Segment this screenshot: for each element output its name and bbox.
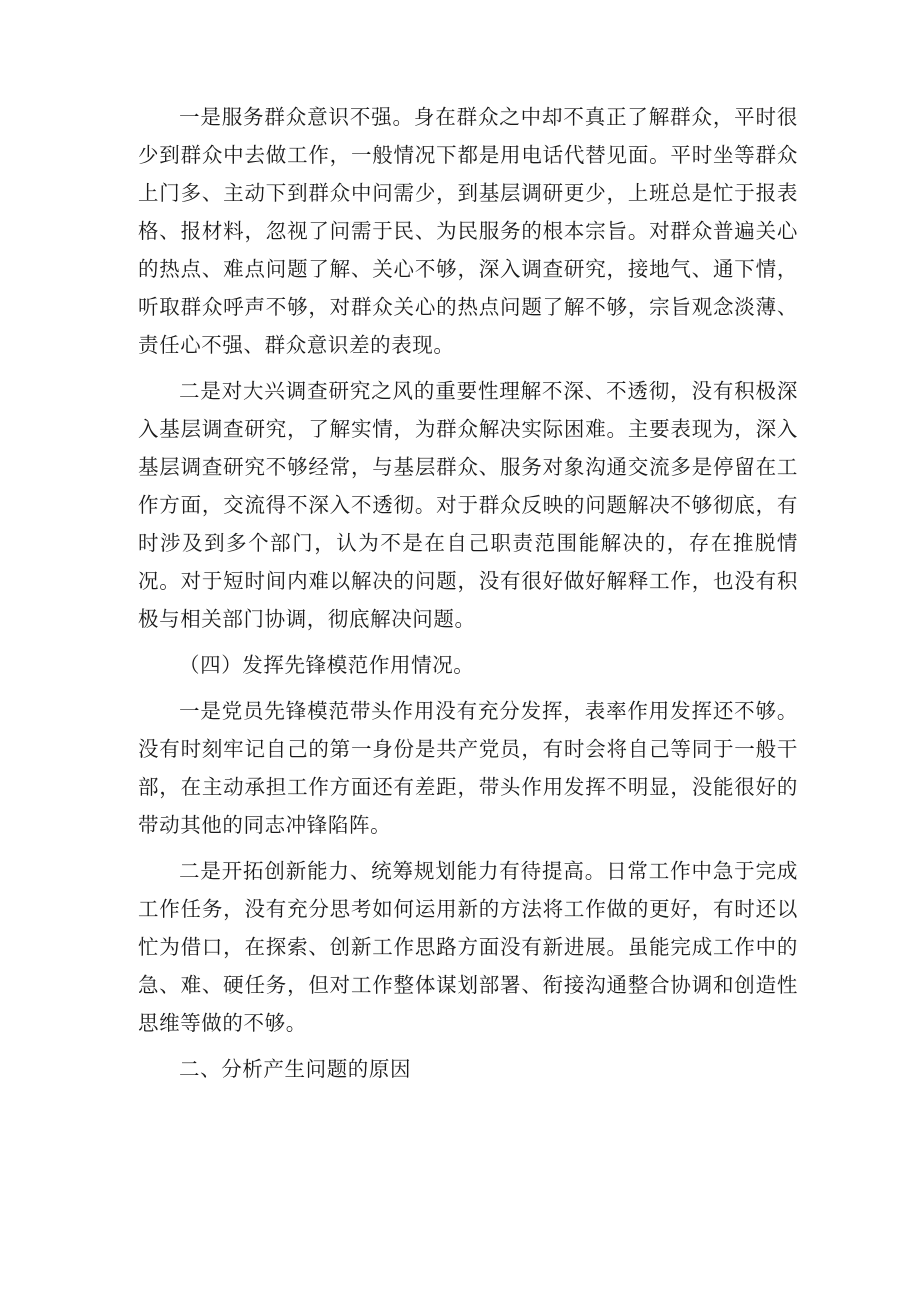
section-heading-cause-analysis: 二、分析产生问题的原因 xyxy=(179,1057,412,1081)
paragraph-innovation-ability: 二是开拓创新能力、统筹规划能力有待提高。日常工作中急于完成工作任务，没有充分思考如何运用新的方法将工作做的更好，有时还以忙为借口，在探索、创新工作思路方面没有新进展。虽能完成工作中的急、难、硬任务，但对工作整体谋划部署、衔接沟通整合协调和创造性思维等做的不够。 xyxy=(138,859,798,1035)
section-heading-vanguard-role: （四）发挥先锋模范作用情况。 xyxy=(179,653,475,677)
paragraph-investigation-research: 二是对大兴调查研究之风的重要性理解不深、不透彻，没有积极深入基层调查研究，了解实情，为群众解决实际困难。主要表现为，深入基层调查研究不够经常，与基层群众、服务对象沟通交流多是停留在工作方面，交流得不深入不透彻。对于群众反映的问题解决不够彻底，有时涉及到多个部门，认为不是在自己职责范围能解决的，存在推脱情况。对于短时间内难以解决的问题，没有很好做好解释工作，也没有积极与相关部门协调，彻底解决问题。 xyxy=(138,379,798,631)
paragraph-service-awareness: 一是服务群众意识不强。身在群众之中却不真正了解群众，平时很少到群众中去做工作，一般情况下都是用电话代替见面。平时坐等群众上门多、主动下到群众中问需少，到基层调研更少，上班总是忙于报表格、报材料，忽视了问需于民、为民服务的根本宗旨。对群众普遍关心的热点、难点问题了解、关心不够，深入调查研究，接地气、通下情，听取群众呼声不够，对群众关心的热点问题了解不够，宗旨观念淡薄、责任心不强、群众意识差的表现。 xyxy=(138,105,798,357)
document-body xyxy=(138,98,798,1096)
paragraph-vanguard-role: 一是党员先锋模范带头作用没有充分发挥，表率作用发挥还不够。没有时刻牢记自己的第一身份是共产党员，有时会将自己等同于一般干部，在主动承担工作方面还有差距，带头作用发挥不明显，没能很好的带动其他的同志冲锋陷阵。 xyxy=(138,699,798,837)
